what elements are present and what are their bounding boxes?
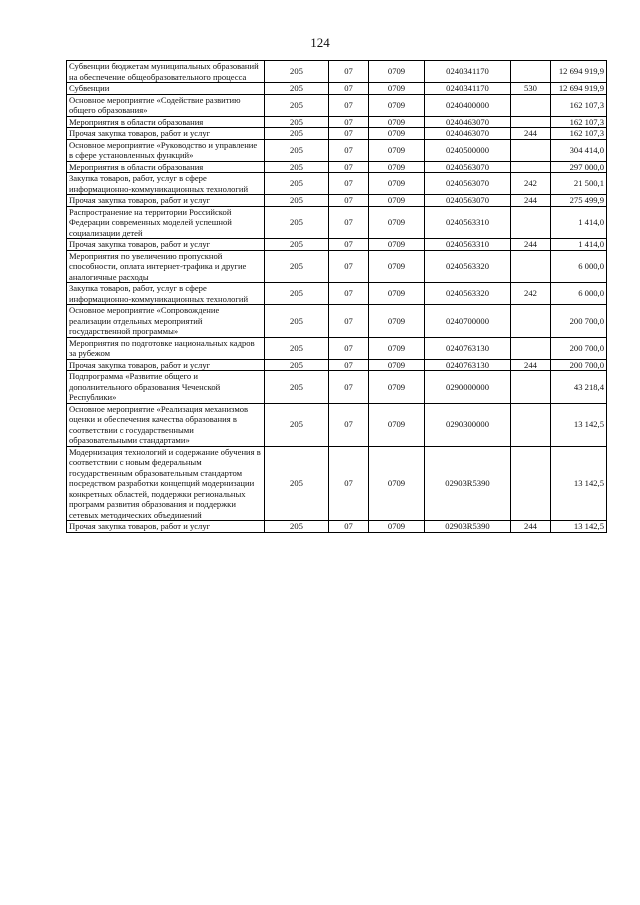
amount-value: 12 694 919,9 — [551, 61, 607, 83]
target-article-code: 0240563070 — [425, 161, 511, 173]
expense-type-code: 244 — [511, 195, 551, 207]
table-row — [67, 83, 607, 95]
section-code: 07 — [329, 195, 369, 207]
row-name: Мероприятия в области образования — [67, 116, 265, 128]
row-name: Подпрограмма «Развитие общего и дополнительного образования Чеченской Республики» — [67, 371, 265, 404]
subsection-code: 0709 — [369, 446, 425, 521]
subsection-code: 0709 — [369, 94, 425, 116]
amount-value: 13 142,5 — [551, 403, 607, 446]
ministry-code: 205 — [265, 283, 329, 305]
amount-value: 21 500,1 — [551, 173, 607, 195]
row-name: Распространение на территории Российской Федерации современных моделей успешной социализации детей — [67, 206, 265, 239]
expense-type-code — [511, 305, 551, 338]
budget-table — [66, 60, 607, 533]
row-name: Прочая закупка товаров, работ и услуг — [67, 521, 265, 533]
section-code: 07 — [329, 139, 369, 161]
expense-type-code — [511, 61, 551, 83]
expense-type-code — [511, 206, 551, 239]
subsection-code: 0709 — [369, 195, 425, 207]
section-code: 07 — [329, 371, 369, 404]
amount-value: 162 107,3 — [551, 94, 607, 116]
row-name: Прочая закупка товаров, работ и услуг — [67, 239, 265, 251]
section-code: 07 — [329, 283, 369, 305]
ministry-code: 205 — [265, 139, 329, 161]
section-code: 07 — [329, 446, 369, 521]
subsection-code: 0709 — [369, 83, 425, 95]
row-name: Основное мероприятие «Руководство и управление в сфере установленных функций» — [67, 139, 265, 161]
target-article-code: 0290300000 — [425, 403, 511, 446]
ministry-code: 205 — [265, 206, 329, 239]
row-name: Прочая закупка товаров, работ и услуг — [67, 128, 265, 140]
expense-type-code — [511, 446, 551, 521]
section-code: 07 — [329, 94, 369, 116]
target-article-code: 0290000000 — [425, 371, 511, 404]
section-code: 07 — [329, 173, 369, 195]
row-name: Прочая закупка товаров, работ и услуг — [67, 359, 265, 371]
section-code: 07 — [329, 128, 369, 140]
amount-value: 297 000,0 — [551, 161, 607, 173]
row-name: Закупка товаров, работ, услуг в сфере информационно-коммуникационных технологий — [67, 173, 265, 195]
target-article-code: 0240763130 — [425, 359, 511, 371]
table-row — [67, 94, 607, 116]
table-row — [67, 173, 607, 195]
amount-value: 6 000,0 — [551, 250, 607, 283]
row-name: Закупка товаров, работ, услуг в сфере информационно-коммуникационных технологий — [67, 283, 265, 305]
expense-type-code — [511, 139, 551, 161]
row-name: Модернизация технологий и содержание обучения в соответствии с новым федеральным государственным образовательным стандартом посредством разработки концепций модернизации конкретных областей, поддержки региональных программ развития образования и поддержки сетевых методических объединений — [67, 446, 265, 521]
row-name: Субвенции бюджетам муниципальных образований на обеспечение общеобразовательного процесса — [67, 61, 265, 83]
subsection-code: 0709 — [369, 161, 425, 173]
target-article-code: 0240341170 — [425, 61, 511, 83]
section-code: 07 — [329, 83, 369, 95]
amount-value: 162 107,3 — [551, 128, 607, 140]
ministry-code: 205 — [265, 239, 329, 251]
subsection-code: 0709 — [369, 61, 425, 83]
ministry-code: 205 — [265, 337, 329, 359]
expense-type-code: 244 — [511, 521, 551, 533]
amount-value: 1 414,0 — [551, 206, 607, 239]
section-code: 07 — [329, 359, 369, 371]
expense-type-code — [511, 94, 551, 116]
ministry-code: 205 — [265, 61, 329, 83]
section-code: 07 — [329, 521, 369, 533]
table-body — [67, 61, 607, 533]
table-row — [67, 305, 607, 338]
table-row — [67, 446, 607, 521]
ministry-code: 205 — [265, 94, 329, 116]
subsection-code: 0709 — [369, 337, 425, 359]
table-row — [67, 139, 607, 161]
table-row — [67, 521, 607, 533]
section-code: 07 — [329, 337, 369, 359]
table-row — [67, 61, 607, 83]
expense-type-code — [511, 250, 551, 283]
subsection-code: 0709 — [369, 206, 425, 239]
expense-type-code — [511, 337, 551, 359]
expense-type-code — [511, 371, 551, 404]
row-name: Основное мероприятие «Сопровождение реализации отдельных мероприятий государственной программы» — [67, 305, 265, 338]
subsection-code: 0709 — [369, 305, 425, 338]
amount-value: 12 694 919,9 — [551, 83, 607, 95]
section-code: 07 — [329, 61, 369, 83]
ministry-code: 205 — [265, 359, 329, 371]
row-name: Субвенции — [67, 83, 265, 95]
subsection-code: 0709 — [369, 139, 425, 161]
target-article-code: 0240463070 — [425, 128, 511, 140]
target-article-code: 02903R5390 — [425, 446, 511, 521]
ministry-code: 205 — [265, 83, 329, 95]
row-name: Мероприятия по подготовке национальных кадров за рубежом — [67, 337, 265, 359]
ministry-code: 205 — [265, 173, 329, 195]
target-article-code: 02903R5390 — [425, 521, 511, 533]
amount-value: 275 499,9 — [551, 195, 607, 207]
ministry-code: 205 — [265, 250, 329, 283]
target-article-code: 0240563310 — [425, 239, 511, 251]
table-row — [67, 206, 607, 239]
table-row — [67, 239, 607, 251]
table-row — [67, 161, 607, 173]
ministry-code: 205 — [265, 161, 329, 173]
amount-value: 43 218,4 — [551, 371, 607, 404]
target-article-code: 0240463070 — [425, 116, 511, 128]
expense-type-code — [511, 161, 551, 173]
expense-type-code — [511, 116, 551, 128]
section-code: 07 — [329, 239, 369, 251]
table-row — [67, 337, 607, 359]
table-row — [67, 371, 607, 404]
expense-type-code: 242 — [511, 283, 551, 305]
expense-type-code: 244 — [511, 128, 551, 140]
subsection-code: 0709 — [369, 403, 425, 446]
subsection-code: 0709 — [369, 128, 425, 140]
ministry-code: 205 — [265, 521, 329, 533]
row-name: Прочая закупка товаров, работ и услуг — [67, 195, 265, 207]
row-name: Основное мероприятие «Реализация механизмов оценки и обеспечения качества образования в соответствии с государственными образовательными стандартами» — [67, 403, 265, 446]
target-article-code: 0240563070 — [425, 195, 511, 207]
section-code: 07 — [329, 403, 369, 446]
target-article-code: 0240700000 — [425, 305, 511, 338]
ministry-code: 205 — [265, 116, 329, 128]
ministry-code: 205 — [265, 305, 329, 338]
target-article-code: 0240341170 — [425, 83, 511, 95]
amount-value: 304 414,0 — [551, 139, 607, 161]
target-article-code: 0240563310 — [425, 206, 511, 239]
amount-value: 200 700,0 — [551, 359, 607, 371]
section-code: 07 — [329, 206, 369, 239]
table-row — [67, 359, 607, 371]
subsection-code: 0709 — [369, 173, 425, 195]
target-article-code: 0240400000 — [425, 94, 511, 116]
row-name: Мероприятия в области образования — [67, 161, 265, 173]
amount-value: 13 142,5 — [551, 446, 607, 521]
amount-value: 13 142,5 — [551, 521, 607, 533]
amount-value: 162 107,3 — [551, 116, 607, 128]
expense-type-code: 530 — [511, 83, 551, 95]
expense-type-code: 244 — [511, 359, 551, 371]
expense-type-code: 244 — [511, 239, 551, 251]
expense-type-code: 242 — [511, 173, 551, 195]
target-article-code: 0240563320 — [425, 250, 511, 283]
subsection-code: 0709 — [369, 250, 425, 283]
expense-type-code — [511, 403, 551, 446]
amount-value: 200 700,0 — [551, 337, 607, 359]
subsection-code: 0709 — [369, 371, 425, 404]
target-article-code: 0240563320 — [425, 283, 511, 305]
amount-value: 6 000,0 — [551, 283, 607, 305]
section-code: 07 — [329, 161, 369, 173]
subsection-code: 0709 — [369, 521, 425, 533]
target-article-code: 0240763130 — [425, 337, 511, 359]
table-row — [67, 250, 607, 283]
section-code: 07 — [329, 305, 369, 338]
target-article-code: 0240563070 — [425, 173, 511, 195]
ministry-code: 205 — [265, 446, 329, 521]
table-row — [67, 283, 607, 305]
section-code: 07 — [329, 250, 369, 283]
subsection-code: 0709 — [369, 239, 425, 251]
table-row — [67, 403, 607, 446]
subsection-code: 0709 — [369, 283, 425, 305]
subsection-code: 0709 — [369, 359, 425, 371]
amount-value: 200 700,0 — [551, 305, 607, 338]
table-row — [67, 128, 607, 140]
ministry-code: 205 — [265, 195, 329, 207]
ministry-code: 205 — [265, 403, 329, 446]
ministry-code: 205 — [265, 371, 329, 404]
table-row — [67, 116, 607, 128]
page-number: 124 — [310, 35, 330, 50]
row-name: Основное мероприятие «Содействие развитию общего образования» — [67, 94, 265, 116]
section-code: 07 — [329, 116, 369, 128]
target-article-code: 0240500000 — [425, 139, 511, 161]
row-name: Мероприятия по увеличению пропускной способности, оплата интернет-трафика и другие аналогичные расходы — [67, 250, 265, 283]
table-row — [67, 195, 607, 207]
ministry-code: 205 — [265, 128, 329, 140]
amount-value: 1 414,0 — [551, 239, 607, 251]
subsection-code: 0709 — [369, 116, 425, 128]
